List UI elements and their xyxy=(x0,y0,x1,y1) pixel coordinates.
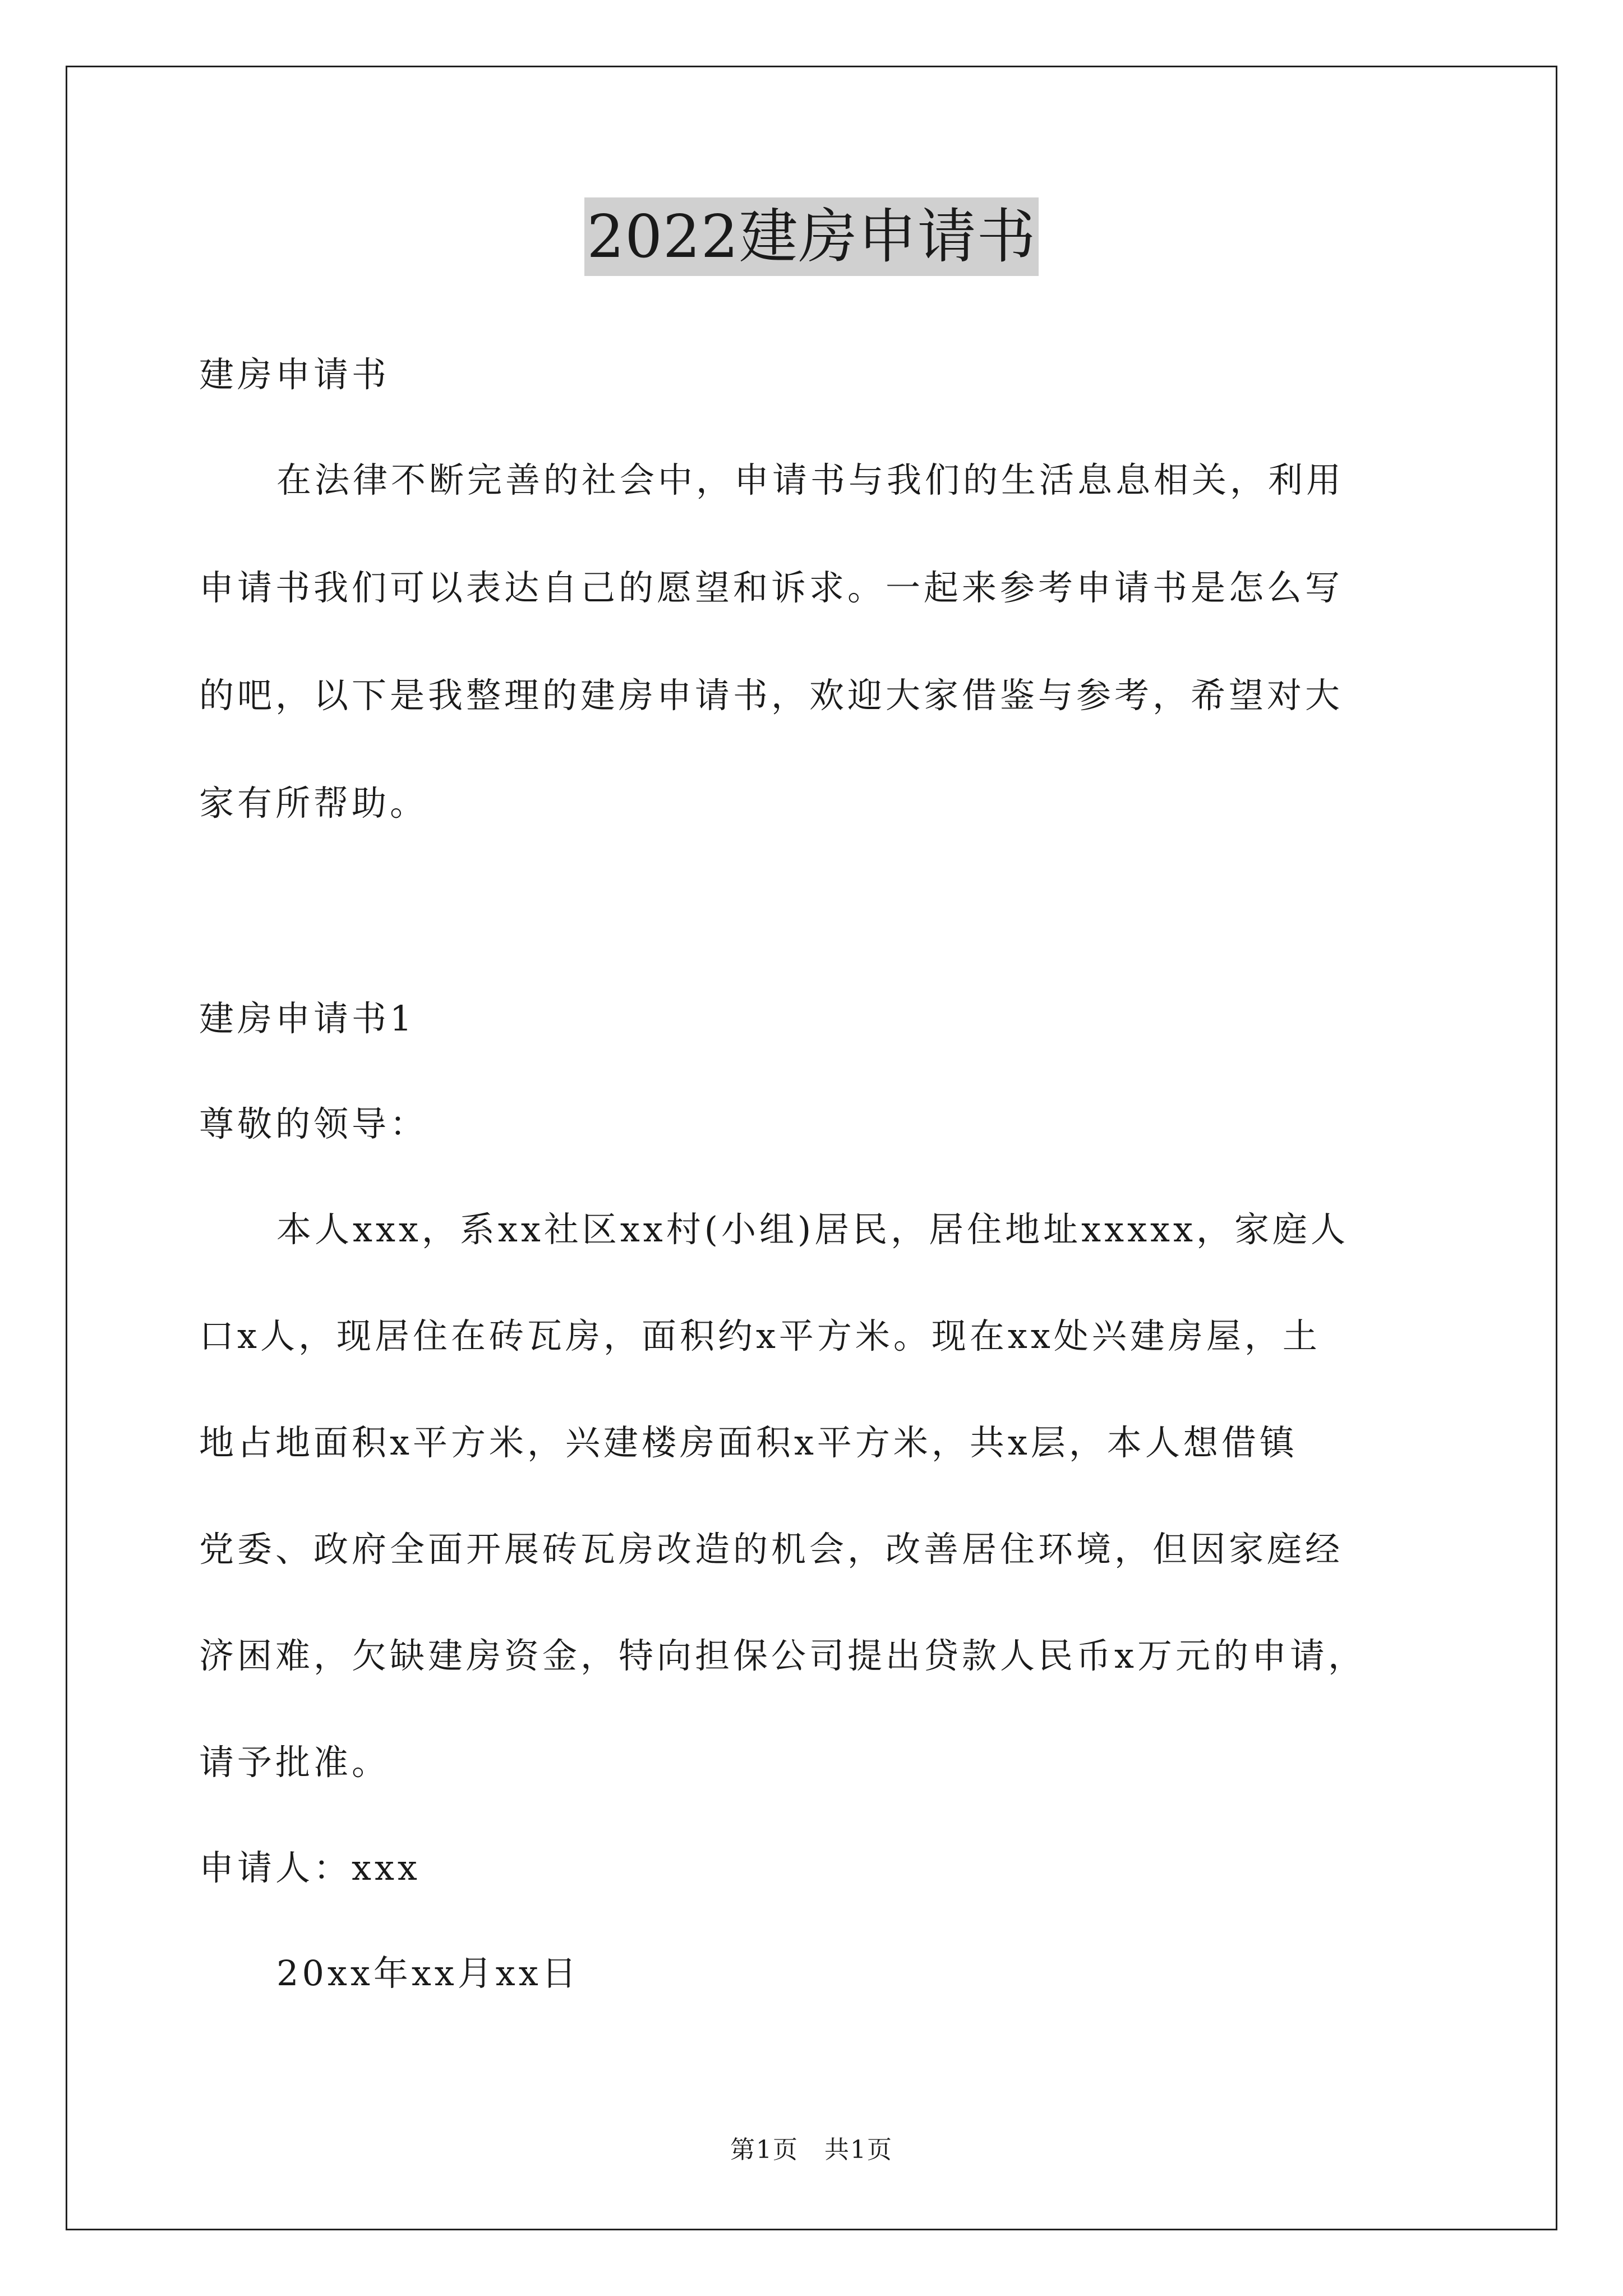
body-line-4: 党委、政府全面开展砖瓦房改造的机会，改善居住环境，但因家庭经 xyxy=(199,1529,1344,1570)
intro-line-2: 申请书我们可以表达自己的愿望和诉求。一起来参考申请书是怎么写 xyxy=(199,567,1344,608)
salutation: 尊敬的领导： xyxy=(199,1103,428,1144)
body-line-5: 济困难，欠缺建房资金，特向担保公司提出贷款人民币x万元的申请， xyxy=(199,1635,1366,1676)
title-container xyxy=(0,197,1623,276)
heading: 建房申请书 xyxy=(199,354,390,395)
page-footer: 第1页 共1页 xyxy=(730,2136,893,2164)
section-title: 建房申请书1 xyxy=(199,998,416,1039)
intro-line-3: 的吧，以下是我整理的建房申请书，欢迎大家借鉴与参考，希望对大 xyxy=(199,675,1344,716)
intro-line-4: 家有所帮助。 xyxy=(199,783,428,823)
body-line-3: 地占地面积x平方米，兴建楼房面积x平方米，共x层，本人想借镇 xyxy=(199,1422,1298,1463)
applicant: 申请人：xxx xyxy=(199,1847,421,1888)
body-line-1: 本人xxx，系xx社区xx村(小组)居民，居住地址xxxxx，家庭人 xyxy=(276,1209,1349,1250)
body-line-2: 口x人，现居住在砖瓦房，面积约x平方米。现在xx处兴建房屋，土 xyxy=(199,1315,1321,1356)
body-line-6: 请予批准。 xyxy=(199,1742,390,1783)
intro-line-1: 在法律不断完善的社会中，申请书与我们的生活息息相关，利用 xyxy=(276,459,1345,500)
document-body xyxy=(199,348,1478,2000)
date: 20xx年xx月xx日 xyxy=(276,1953,580,1994)
document-title: 2022建房申请书 xyxy=(584,197,1038,276)
